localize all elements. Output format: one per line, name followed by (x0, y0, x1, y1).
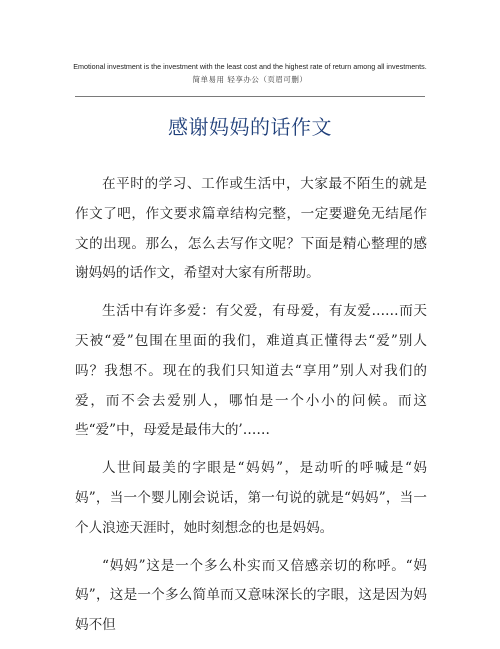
paragraph-4: “妈妈”这是一个多么朴实而又倍感亲切的称呼。“妈妈”，这是一个多么简单而又意味深长的字眼，这是因为妈妈不但 (75, 557, 427, 634)
paragraph-1: 在平时的学习、工作或生活中，大家最不陌生的就是作文了吧，作文要求篇章结构完整，一定要避免无结尾作文的出现。那么，怎么去写作文呢？下面是精心整理的感谢妈妈的话作文，希望对大家有所帮助。 (75, 176, 427, 282)
page-header (0, 62, 500, 86)
document-body (75, 170, 427, 649)
document-title: 感谢妈妈的话作文 (168, 115, 332, 139)
header-chinese-line: 简单易用 轻享办公（页眉可删） (192, 75, 308, 84)
header-divider (75, 96, 425, 97)
paragraph-3: 人世间最美的字眼是“妈妈”，是动听的呼喊是“妈妈”，当一个婴儿刚会说话，第一句说的就是“妈妈”，当一个人浪迹天涯时，她时刻想念的也是妈妈。 (75, 460, 427, 536)
paragraph-2: 生活中有许多爱：有父爱，有母爱，有友爱……而天天被“爱”包围在里面的我们，难道真正懂得去“爱”别人吗？我想不。现在的我们只知道去“享用”别人对我们的爱，而不会去爱别人，哪怕是一个小小的问候。而这些“爱”中，母爱是最伟大的’…… (75, 303, 427, 439)
header-english-line: Emotional investment is the investment with the least cost and the highest rate of return among all investments. (73, 62, 427, 71)
